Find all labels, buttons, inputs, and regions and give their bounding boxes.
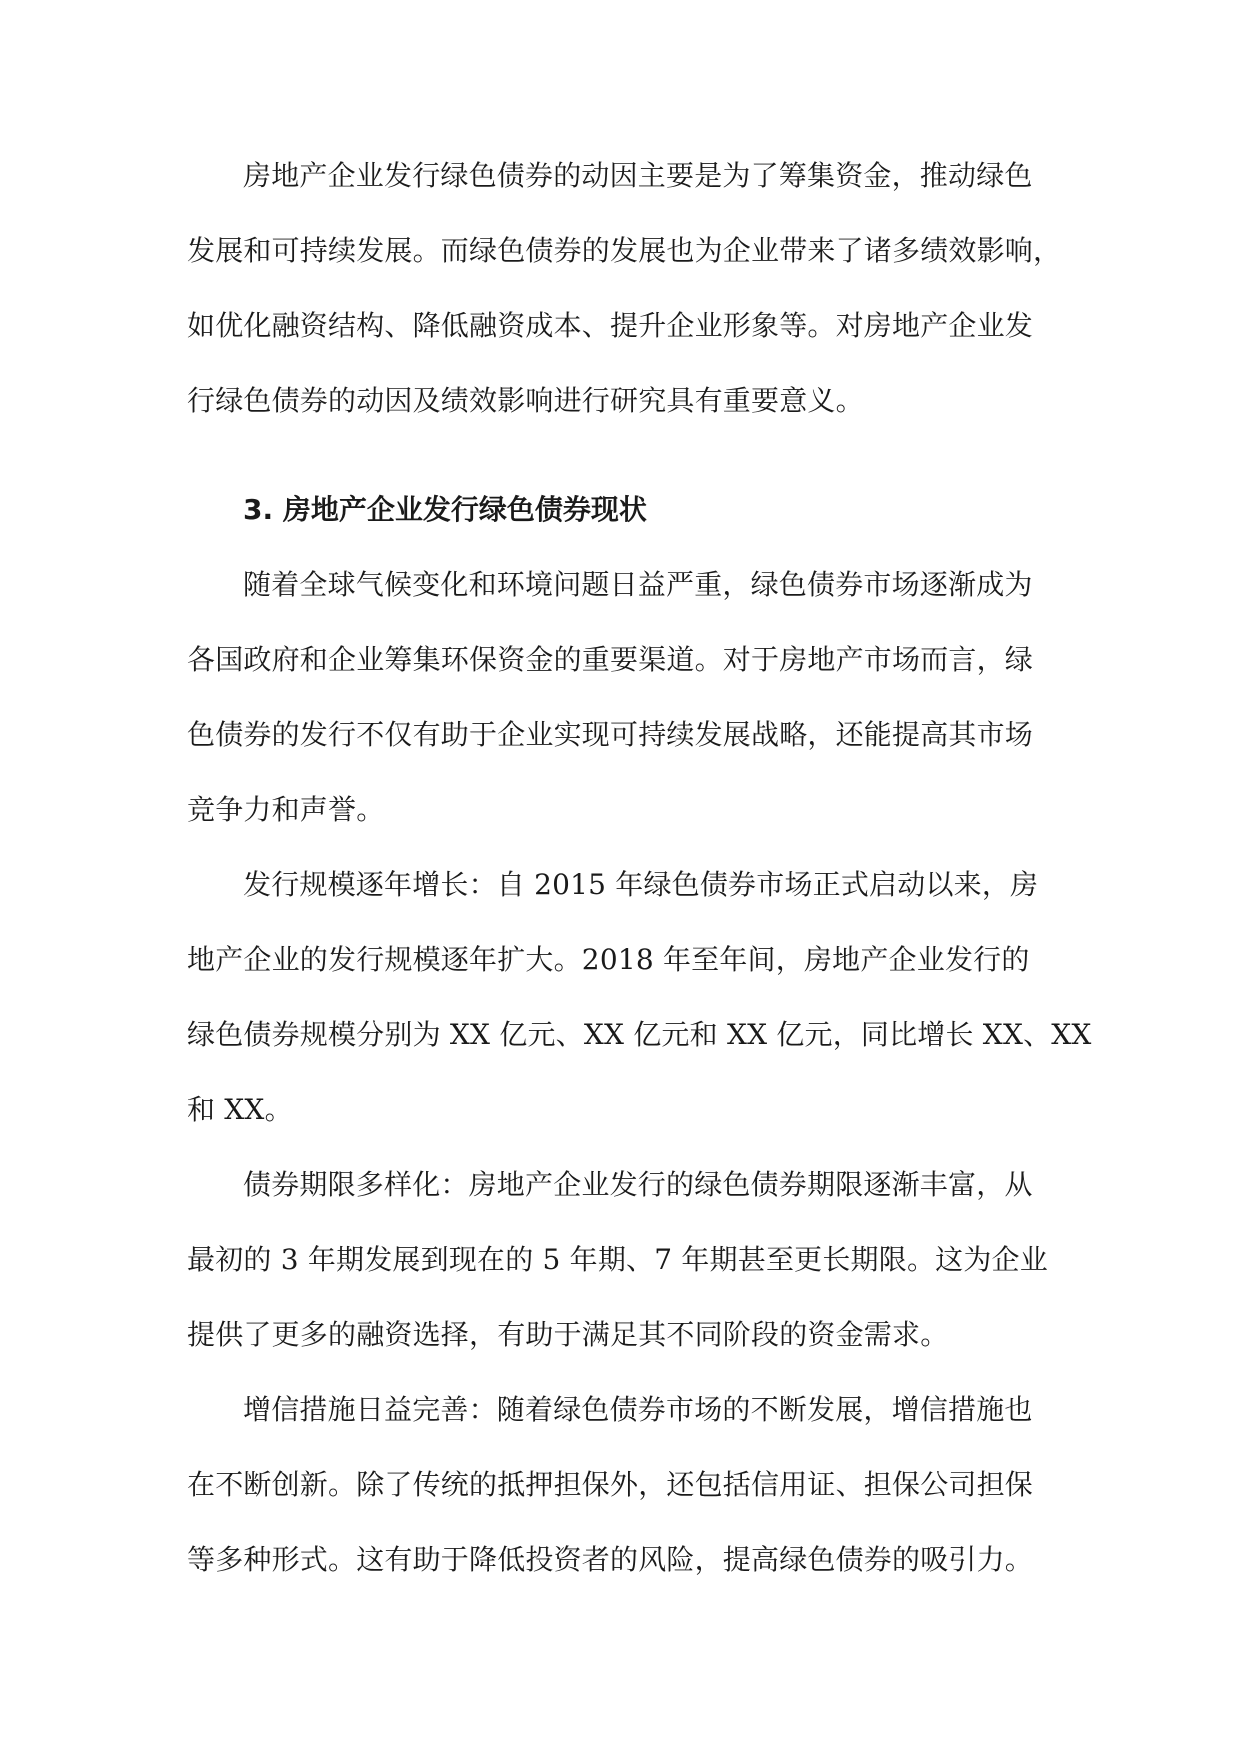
text-line: 行绿色债券的动因及绩效影响进行研究具有重要意义。 — [187, 384, 864, 417]
text-line: 等多种形式。这有助于降低投资者的风险，提高绿色债券的吸引力。 — [187, 1543, 1034, 1576]
paragraph-credit-enhancement — [187, 1372, 1057, 1597]
text-line: 色债券的发行不仅有助于企业实现可持续发展战略，还能提高其市场 — [187, 718, 1034, 751]
text-line: 房地产企业发行绿色债券的动因主要是为了筹集资金，推动绿色 — [243, 159, 1033, 192]
text-line: 提供了更多的融资选择，有助于满足其不同阶段的资金需求。 — [187, 1318, 949, 1351]
text-line: 随着全球气候变化和环境问题日益严重，绿色债券市场逐渐成为 — [243, 568, 1033, 601]
text-line: 绿色债券规模分别为 XX 亿元、XX 亿元和 XX 亿元，同比增长 XX、XX — [187, 1018, 1092, 1051]
text-line: 发展和可持续发展。而绿色债券的发展也为企业带来了诸多绩效影响， — [187, 234, 1062, 267]
paragraph-issuance-scale — [187, 847, 1092, 1147]
text-line: 最初的 3 年期发展到现在的 5 年期、7 年期甚至更长期限。这为企业 — [187, 1243, 1048, 1276]
text-line: 各国政府和企业筹集环保资金的重要渠道。对于房地产市场而言，绿 — [187, 643, 1034, 676]
spacer — [187, 438, 1057, 472]
text-line: 竞争力和声誉。 — [187, 793, 385, 826]
text-line: 地产企业的发行规模逐年扩大。2018 年至年间，房地产企业发行的 — [187, 943, 1030, 976]
text-line: 在不断创新。除了传统的抵押担保外，还包括信用证、担保公司担保 — [187, 1468, 1034, 1501]
paragraph-market-background — [187, 547, 1057, 847]
text-line: 债券期限多样化：房地产企业发行的绿色债券期限逐渐丰富，从 — [243, 1168, 1033, 1201]
paragraph-motivation — [187, 138, 1062, 438]
text-line: 如优化融资结构、降低融资成本、提升企业形象等。对房地产企业发 — [187, 309, 1034, 342]
text-line: 发行规模逐年增长：自 2015 年绿色债券市场正式启动以来，房 — [243, 868, 1039, 901]
text-line: 和 XX。 — [187, 1093, 293, 1126]
text-line: 增信措施日益完善：随着绿色债券市场的不断发展，增信措施也 — [243, 1393, 1033, 1426]
document-body — [187, 138, 1092, 1597]
section-heading: 3. 房地产企业发行绿色债券现状 — [243, 493, 647, 526]
paragraph-bond-maturity — [187, 1147, 1057, 1372]
